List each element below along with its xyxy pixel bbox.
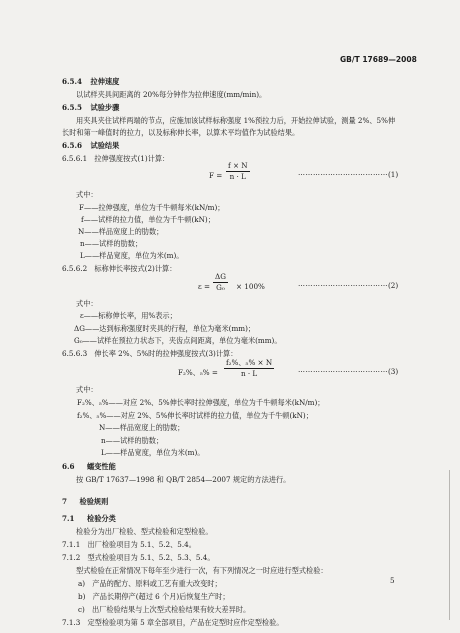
formula-2-def: ε——标称伸长率，用%表示； [80, 311, 177, 320]
formula-2-fraction [213, 273, 228, 292]
formula-2-def: ΔG——达到标称强度时夹具的行程，单位为毫米(mm)； [74, 324, 256, 333]
standard-code: GB/T 17689—2008 [340, 55, 417, 64]
formula-3-def: F₂%、₅%——对应 2%、5%伸长率时拉伸强度，单位为千牛顿每米(kN/m)； [77, 398, 325, 407]
section-number: 6.6 [62, 462, 75, 471]
leader-dots: ……………………………… [298, 280, 388, 288]
section-6-6-heading [62, 462, 116, 471]
formula-2-lhs: ε = [198, 282, 211, 291]
section-6-5-4-heading [62, 77, 119, 86]
formula-2-denominator: G₀ [216, 283, 225, 292]
formula-3-intro: 6.5.6.3 伸长率 2%、5%时的拉伸强度按式(3)计算： [62, 349, 238, 358]
formula-1-where: 式中： [76, 190, 98, 199]
list-item: a) 产品的配方、原料或工艺有重大改变时； [78, 579, 222, 588]
formula-1-fraction [226, 162, 250, 181]
section-7-1-1: 7.1.1 出厂检验项目为 5.1、5.2、5.4。 [62, 540, 196, 549]
section-7-1-3: 7.1.3 定型检验项为第 5 章全部项目，产品在定型时应作定型检验。 [62, 618, 284, 627]
formula-2-tag: (2) [388, 281, 399, 290]
formula-3-where: 式中： [76, 385, 98, 394]
page-number: 5 [390, 576, 395, 585]
formula-1-def: N——样品宽度上的肋数； [78, 227, 164, 236]
formula-1-def: F——拉伸强度，单位为千牛顿每米(kN/m)； [79, 203, 225, 212]
section-7-1-heading [62, 514, 116, 523]
formula-1-tag: (1) [388, 170, 399, 179]
formula-2-numerator: ΔG [215, 272, 226, 281]
section-number: 6.5.4 [62, 77, 83, 86]
formula-3-numerator: f₂%、₅% × N [226, 358, 273, 367]
leader-dots: ……………………………… [298, 169, 388, 177]
formula-3-fraction [224, 359, 274, 378]
formula-3-def: f₂%、₅%——对应 2%、5%伸长率时试样的拉力值，单位为千牛顿(kN)； [77, 411, 313, 420]
formula-1-def: L——样品宽度，单位为米(m)。 [80, 251, 184, 260]
section-number: 6.5.5 [62, 103, 83, 112]
formula-1-def: n——试样的肋数； [80, 239, 143, 248]
section-7-1-2: 7.1.2 型式检验项目为 5.1、5.2、5.3、5.4。 [62, 553, 215, 562]
list-item: c) 出厂检验结果与上次型式检验结果有较大差异时。 [78, 605, 251, 614]
formula-1-def: f——试样的拉力值，单位为千牛顿(kN)； [81, 215, 215, 224]
section-6-5-5-heading [62, 103, 119, 112]
list-item: b) 产品长期停产(超过 6 个月)后恢复生产时； [78, 592, 230, 601]
section-title: 检验规则 [79, 497, 109, 506]
formula-2-intro: 6.5.6.2 标称伸长率按式(2)计算： [62, 264, 177, 273]
formula-3-def: N——样品宽度上的肋数； [99, 423, 185, 432]
formula-3-lhs: F₂%、₅% = [178, 368, 218, 377]
section-number: 6.5.6 [62, 141, 83, 150]
scan-edge-line [449, 470, 450, 620]
section-6-6-body: 按 GB/T 17637—1998 和 QB/T 2854—2007 规定的方法进行。 [76, 475, 291, 484]
section-6-5-5-body-line1: 用夹具夹住试样两端的节点，应施加该试样标称强度 1%预拉力后，开始拉伸试验，测量 2%、5%伸 [76, 116, 396, 125]
section-title: 拉伸速度 [90, 77, 120, 86]
formula-1-intro: 6.5.6.1 拉伸强度按式(1)计算： [62, 154, 170, 163]
formula-3-def: L——样品宽度，单位为米(m)。 [101, 448, 205, 457]
chapter-7-heading [62, 497, 108, 506]
formula-1-denominator: n · L [229, 172, 246, 181]
section-number: 7.1 [62, 514, 75, 523]
formula-2-where: 式中： [76, 299, 98, 308]
leader-dots: ……………………………… [298, 366, 388, 374]
section-title: 蠕变性能 [87, 462, 116, 471]
section-title: 试验结果 [90, 141, 120, 150]
formula-3-tag: (3) [388, 367, 399, 376]
section-title: 试验步骤 [90, 103, 120, 112]
section-6-5-6-heading [62, 141, 119, 150]
section-7-1-2-body: 型式检验在正常情况下每年至少进行一次，有下列情况之一时应进行型式检验： [76, 566, 328, 575]
section-title: 检验分类 [87, 514, 116, 523]
section-number: 7 [62, 497, 68, 506]
formula-3-denominator: n · L [240, 369, 258, 378]
section-6-5-5-body-line2: 长时和第一峰值时的拉力，以及标称伸长率，以算术平均值作为试验结果。 [62, 128, 300, 137]
formula-1-numerator: f × N [228, 161, 248, 170]
section-7-1-body: 检验分为出厂检验、型式检验和定型检验。 [76, 527, 213, 536]
formula-1-lhs: F = [209, 171, 223, 180]
section-6-5-4-body: 以试样夹具间距离的 20%每分钟作为拉伸速度(mm/min)。 [76, 90, 267, 99]
formula-2-def: G₀——试样在预拉力状态下，夹齿点间距离，单位为毫米(mm)。 [74, 336, 282, 345]
formula-2-rhs: × 100% [236, 282, 265, 291]
formula-3-def: n——试样的肋数； [101, 436, 164, 445]
